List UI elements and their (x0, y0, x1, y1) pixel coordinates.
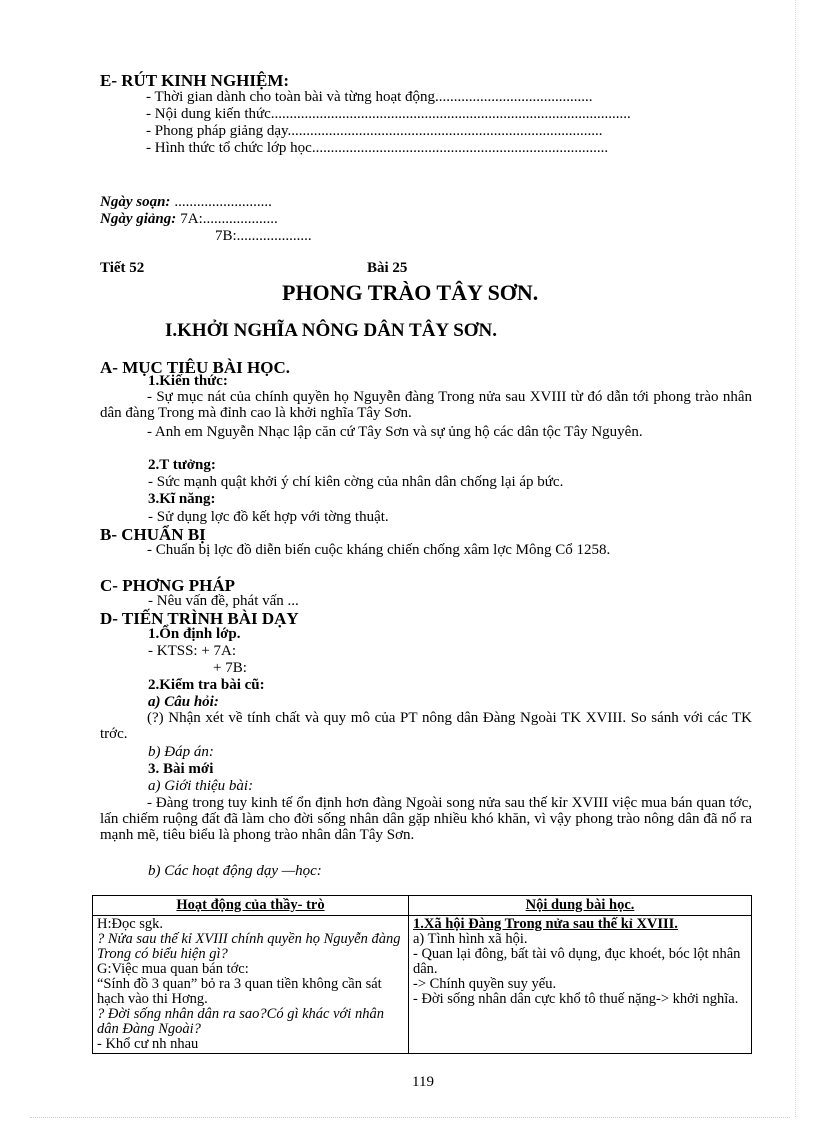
new-lesson-title: 3. Bài mới (148, 761, 214, 777)
activity-line: “Sính đồ 3 quan” bỏ ra 3 quan tiền không cần sát hạch vào thi Hơng. (97, 976, 382, 1007)
ngay-giang-line (100, 210, 278, 228)
thought-title: 2.T tưởng: (148, 457, 216, 473)
lesson-title: PHONG TRÀO TÂY SƠN. (282, 280, 539, 305)
section-e-item: - Phong pháp giảng dạy.................................................................................... (146, 123, 603, 139)
question-text: (?) Nhận xét về tính chất và quy mô của PT nông dân Đàng Ngoài TK XVIII. So sánh với các TK trớc. (100, 710, 752, 742)
ktss-7b: + 7B: (213, 660, 247, 676)
skill-title: 3.Kĩ năng: (148, 491, 216, 507)
table-row (93, 916, 752, 1054)
thought-paragraph: - Sức mạnh quật khởi ý chí kiên cờng của nhân dân chống lại áp bức. (148, 474, 564, 490)
section-b-paragraph: - Chuẩn bị lợc đồ diễn biến cuộc kháng chiến chống xâm lợc Mông Cổ 1258. (147, 542, 611, 558)
activity-question: ? Nửa sau thế kỉ XVIII chính quyền họ Nguyễn đàng Trong có biểu hiện gì? (97, 931, 401, 962)
ngay-soan-line (100, 193, 272, 211)
content-line: a) Tình hình xã hội. (413, 931, 528, 947)
table-header-teacher-student: Hoạt động của thầy- trò (93, 896, 409, 916)
skill-paragraph: - Sử dụng lợc đồ kết hợp với tờng thuật. (148, 509, 389, 525)
ngay-giang-label: Ngày giảng: (100, 211, 177, 227)
org-title: 1.Ổn định lớp. (148, 626, 241, 642)
question-label: a) Câu hỏi: (148, 694, 219, 710)
content-heading: 1.Xã hội Đàng Trong nửa sau thế kỉ XVIII. (413, 916, 678, 932)
section-e-item: - Hình thức tổ chức lớp học............................................................................... (146, 140, 609, 156)
knowledge-paragraph-1: - Sự mục nát của chính quyền họ Nguyễn đàng Trong nửa sau XVIII từ đó dẫn tới phong trào nhân dân đàng Trong mà đỉnh cao là khởi nghĩa Tây Sơn. (100, 389, 752, 421)
section-e-title: E- RÚT KINH NGHIỆM: (100, 71, 290, 90)
ngay-soan-label: Ngày soạn: (100, 194, 171, 210)
section-c-title: C- PHƠNG PHÁP (100, 576, 236, 595)
page-number: 119 (412, 1074, 434, 1090)
activity-table (92, 895, 752, 1054)
class-7a-value: 7A:.................... (180, 211, 278, 227)
table-cell-content (409, 916, 752, 1054)
knowledge-title: 1.Kiến thức: (148, 373, 228, 389)
section-b-title: B- CHUẨN BỊ (100, 525, 206, 544)
table-header-row (93, 896, 752, 916)
lesson-subtitle: I.KHỞI NGHĨA NÔNG DÂN TÂY SƠN. (165, 320, 498, 341)
content-line: - Đời sống nhân dân cực khổ tô thuế nặng-> khởi nghĩa. (413, 991, 739, 1007)
activity-line: H:Đọc sgk. (97, 916, 164, 932)
class-7b-value: 7B:.................... (215, 228, 312, 244)
content-line: -> Chính quyền suy yếu. (413, 976, 557, 992)
lesson-period: Tiết 52 (100, 260, 145, 276)
activity-line: - Khổ cư nh nhau (97, 1036, 199, 1052)
intro-label: a) Giới thiệu bài: (148, 778, 254, 794)
answer-label: b) Đáp án: (148, 744, 214, 760)
section-a-title: A- MỤC TIÊU BÀI HỌC. (100, 358, 291, 377)
section-d-title: D- TIẾN TRÌNH BÀI DẠY (100, 609, 299, 628)
table-header-content: Nội dung bài học. (409, 896, 752, 916)
lesson-number: Bài 25 (367, 260, 408, 276)
knowledge-paragraph-2: - Anh em Nguyễn Nhạc lập căn cứ Tây Sơn và sự ủng hộ các dân tộc Tây Nguyên. (147, 424, 643, 440)
ktss-7a: - KTSS: + 7A: (148, 643, 237, 659)
intro-paragraph: - Đàng trong tuy kinh tế ổn định hơn đàng Ngoài song nửa sau thế kỉr XVIII việc mua bán quan tớc, lấn chiếm ruộng đất đã làm cho đời sống nhân dân gặp nhiều khó khăn, vì vậy phong trào nông dân đã nổ ra mạnh mẽ, tiêu biểu là phong trào nhân dân Tây Sơn. (100, 795, 752, 843)
section-e-item: - Thời gian dành cho toàn bài và từng hoạt động.......................................... (146, 89, 593, 105)
section-c-paragraph: - Nêu vấn đề, phát vấn ... (148, 593, 299, 609)
table-cell-activities (93, 916, 409, 1054)
activity-question: ? Đời sống nhân dân ra sao?Có gì khác với nhân dân Đàng Ngoài? (97, 1006, 384, 1037)
content-line: - Quan lại đông, bất tài vô dụng, đục khoét, bóc lột nhân dân. (413, 946, 741, 977)
activity-line: G:Việc mua quan bán tớc: (97, 961, 249, 977)
page-edge-bottom (30, 1117, 790, 1118)
page-edge-right (795, 0, 796, 1117)
activities-label: b) Các hoạt động dạy —học: (148, 863, 322, 879)
check-title: 2.Kiểm tra bài cũ: (148, 677, 265, 693)
ngay-soan-value: .......................... (174, 194, 272, 210)
section-e-item: - Nội dung kiến thức................................................................................................ (146, 106, 631, 122)
